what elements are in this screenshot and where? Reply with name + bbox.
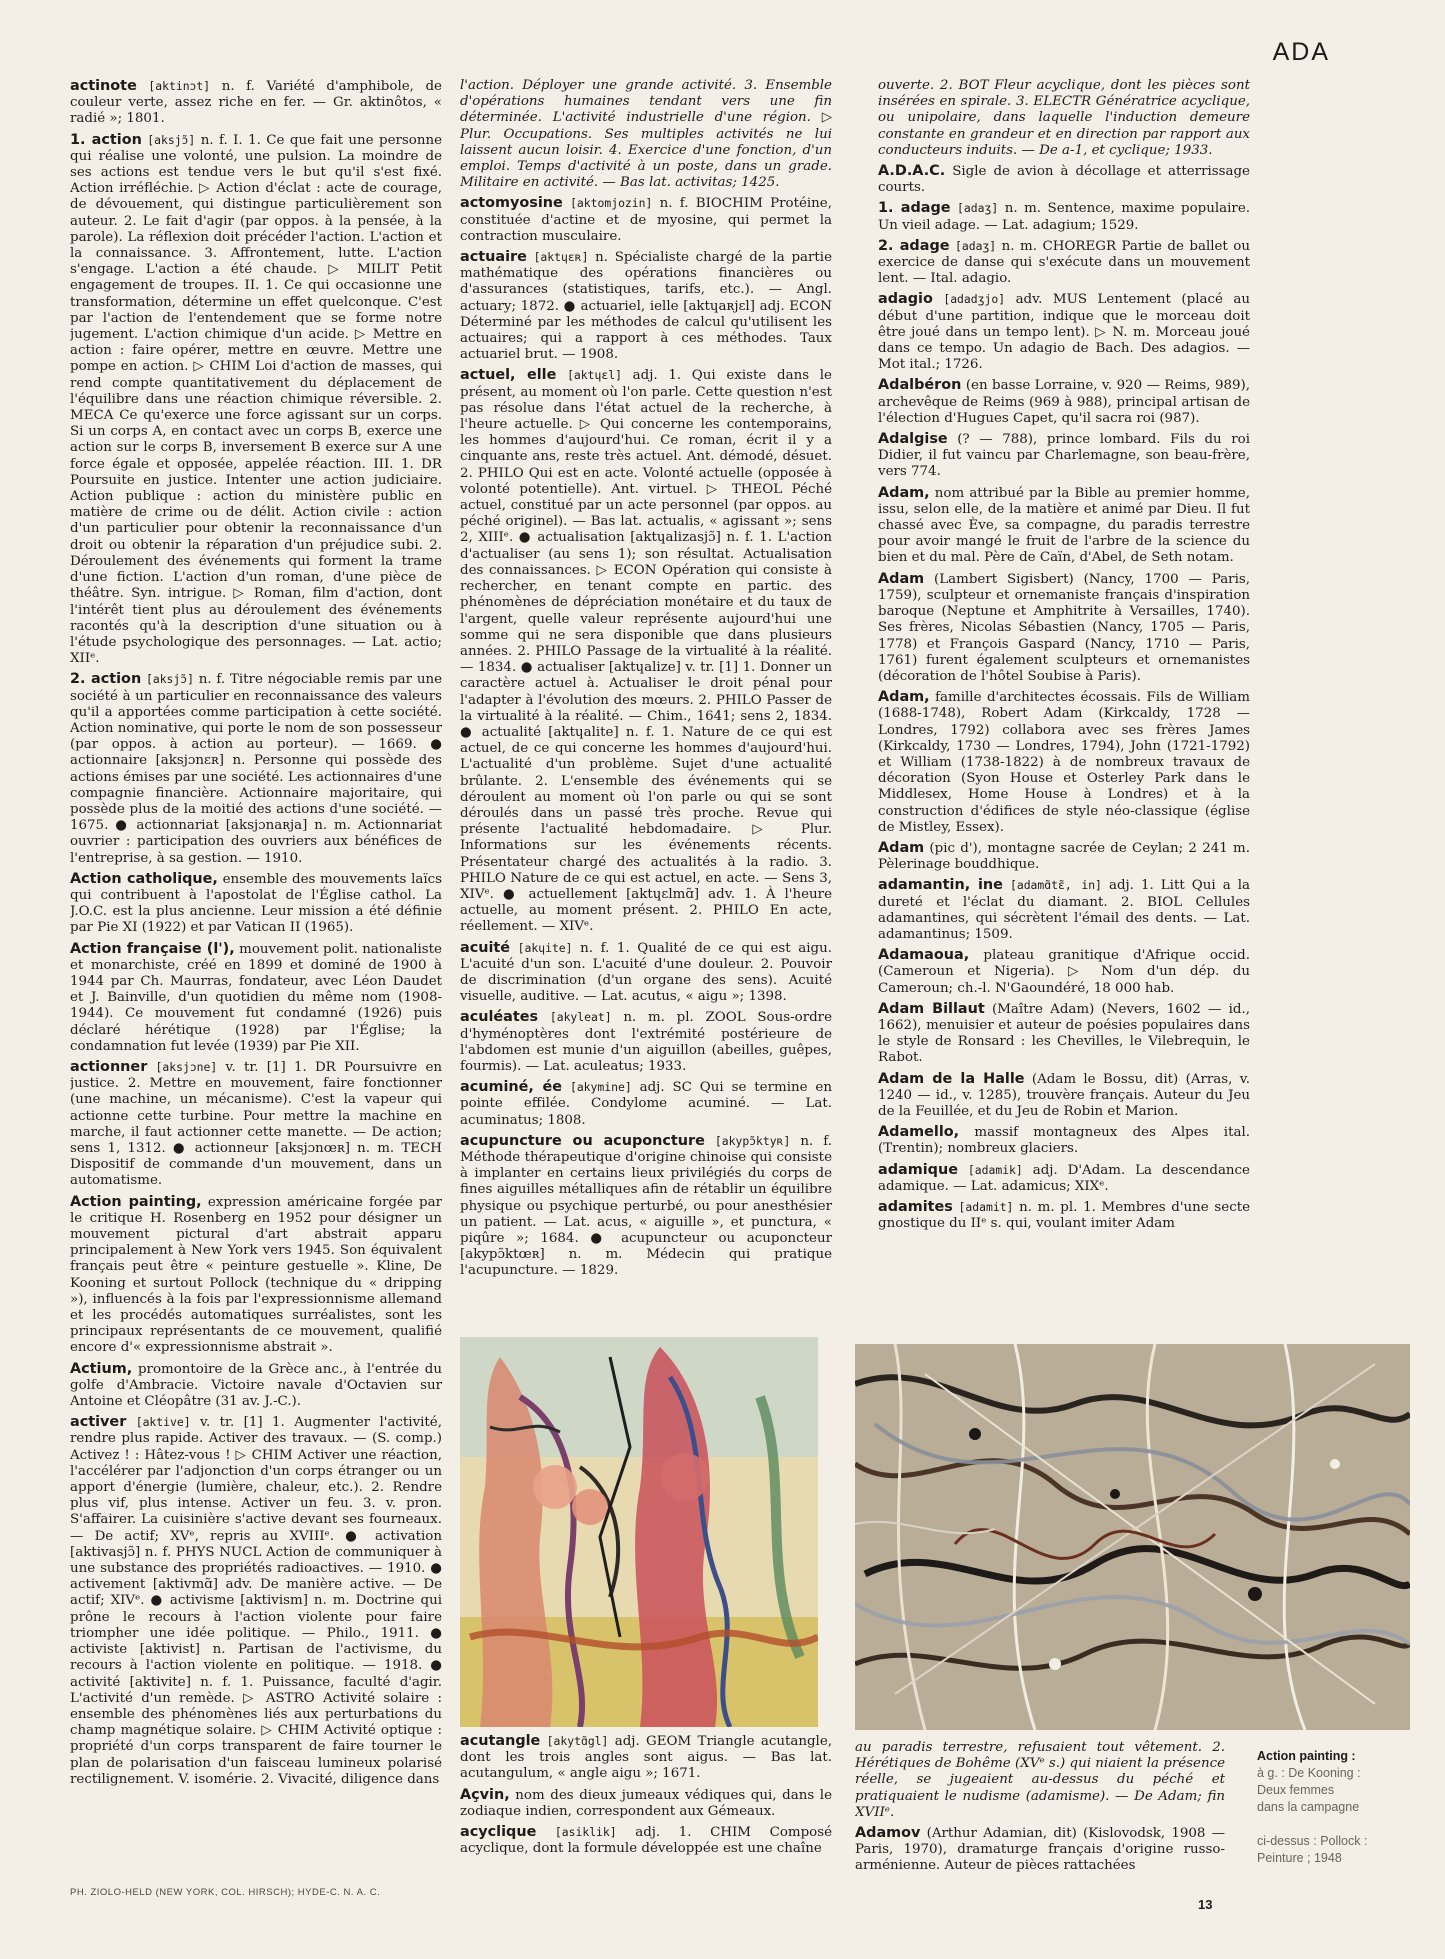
entry-pronunciation: [akymine] (569, 1080, 632, 1095)
entry-pronunciation: [aksjɔ̃] (147, 132, 196, 147)
entry-headword: Adamello, (878, 1124, 960, 1141)
entry-definition: n. Spécialiste chargé de la partie mathématique des opérations financières ou d'assurances (statistiques, tarifs, etc.). — Angl. actuary; 1872. ● actuariel, ielle [aktɥaʀjɛl] adj. ECON Déterminé par les méthodes de calcul qu'utilisent les actuaires; qui a rapport à ces méthodes. Taux actuariel brut. — 1908. (460, 250, 832, 363)
column-3 (878, 78, 1250, 1323)
dictionary-entry (460, 249, 832, 363)
dictionary-entry (878, 485, 1250, 567)
entry-headword: adamites (878, 1199, 953, 1215)
column-2 (460, 78, 832, 1328)
entry-headword: Adam (878, 570, 925, 587)
photo-credit: PH. ZIOLO-HELD (NEW YORK, COL. HIRSCH); HYDE-C. N. A. C. (70, 1887, 381, 1898)
dictionary-entry (878, 238, 1250, 288)
entry-headword: activer (70, 1414, 127, 1431)
entry-pronunciation: [akɥite] (517, 940, 573, 955)
entry-definition: n. f. Titre négociable remis par une société à un particulier en reconnaissance des valeurs qu'il a apportées comme participation à cette société. Action nominative, qui porte le nom de son possesseur (par oppos. à action au porteur). — 1669. ● actionnaire [aksjɔnɛʀ] n. Personne qui possède des actions émises par une société. Les actionnaires d'une compagnie financière. Actionnaire majoritaire, qui possède plus de la moitié des actions d'une société. — 1675. ● actionnariat [aksjɔnaʀja] n. m. Actionnariat ouvrier : participation des ouvriers aux bénéfices de l'entreprise, à sa gestion. — 1910. (70, 672, 442, 866)
entry-definition: n. f. I. 1. Ce que fait une personne qui réalise une volonté, une pulsion. La moindre de ses actions est tendue vers le but qu'il s'est fixé. Action irréfléchie. ▷ Action d'éclat : acte de courage, de dévouement, qui distingue particulièrement son auteur. 2. Le fait d'agir (par oppos. à la pensée, à la parole). La réflexion doit précéder l'action. L'action et la connaissance. 3. Affrontement, lutte. L'action s'engage. L'action a été chaude. ▷ MILIT Petit engagement de troupes. II. 1. Ce qui occasionne une transformation, détermine un effet quelconque. C'est par l'action de l'entendement que se forme notre jugement. L'action chimique d'un acide. ▷ Mettre en action : faire opérer, mettre en œuvre. Mettre une pompe en action. ▷ CHIM Loi d'action de masses, qui rend compte quantitativement du déplacement de l'équilibre dans une réaction chimique réversible. 2. MECA Ce qu'exerce une force agissant sur un corps. Si un corps A, en contact avec un corps B, exerce une action sur le corps B, inversement B exerce sur A une force égale et opposée, appelée réaction. III. 1. DR Poursuite en justice. Intenter une action judiciaire. Action publique : action du ministère public en matière de crime ou de délit. Action civile : action d'un particulier pour obtenir la reconnaissance d'un droit ou obtenir la réparation d'un préjudice subi. 2. Déroulement des événements qui forment la trame d'une fiction. L'action d'un roman, d'une pièce de théâtre. Syn. intrigue. ▷ Roman, film d'action, dont l'intérêt tient plus au déroulement des événements racontés qu'à la description d'une situation ou à l'étude psychologique des personnages. — Lat. actio; XIIᵉ. (70, 132, 442, 667)
dictionary-entry (878, 291, 1250, 373)
entry-pronunciation: [aktɥɛʀ] (533, 250, 589, 265)
entry-definition: (? — 788), prince lombard. Fils du roi Didier, il fut vaincu par Charlemagne, son beau-frère, vers 774. (878, 432, 1250, 480)
entry-definition: mouvement polit. nationaliste et monarchiste, créé en 1899 et dominé de 1900 à 1944 par Ch. Maurras, fondateur, avec Léon Daudet et J. Bainville, d'un quotidien du même nom (1908-1944). Ce mouvement fut condamné (1926) puis déclaré hérétique (1928) par l'Église; la condamnation fut levée (1939) par Pie XII. (70, 941, 442, 1054)
entry-headword: 2. action (70, 671, 142, 688)
entry-headword: Adam Billaut (878, 1000, 985, 1017)
dictionary-entry (878, 200, 1250, 233)
dictionary-entry (878, 689, 1250, 836)
dictionary-entry (878, 571, 1250, 685)
entry-definition: adj. 1. Litt Qui a la dureté et l'éclat du diamant. 2. BIOL Cellules adamantines, qui sécrètent l'émail des dents. — Lat. adamantinus; 1509. (878, 878, 1250, 942)
entry-definition: n. f. 1. Qualité de ce qui est aigu. L'acuité d'un son. L'acuité d'une douleur. 2. Pouvoir de discrimination (d'un organe des sens). Acuité visuelle, auditive. — Lat. acutus, « aigu »; 1398. (460, 940, 832, 1005)
entry-headword: Adalgise (878, 431, 948, 448)
dictionary-entry (878, 877, 1250, 943)
entry-headword: acyclique (460, 1824, 537, 1841)
entry-definition: n. f. BIOCHIM Protéine, constituée d'actine et de myosine, qui permet la contraction musculaire. (460, 196, 832, 244)
dictionary-entry (878, 1199, 1250, 1232)
entry-pronunciation: [aktɥɛl] (567, 368, 622, 383)
entry-headword: adamantin, ine (878, 877, 1003, 894)
entry-pronunciation: [aktinɔt] (148, 79, 211, 93)
entry-headword: Açvin, (460, 1786, 510, 1803)
entry-headword: acuminé, ée (460, 1079, 563, 1096)
entry-headword: Adam de la Halle (878, 1070, 1025, 1087)
dictionary-entry (878, 377, 1250, 427)
entry-headword: aculéates (460, 1009, 539, 1026)
entry-definition: n. m. CHOREGR Partie de ballet ou exercice de danse qui s'exécute dans un mouvement lent. — Ital. adagio. (878, 238, 1250, 287)
running-header: ADA (1272, 38, 1330, 66)
dictionary-entry (460, 367, 832, 935)
painting-drip-svg (855, 1344, 1410, 1730)
entry-headword: 1. adage (878, 200, 951, 217)
entry-headword: adamique (878, 1161, 958, 1178)
dictionary-entry (460, 1079, 832, 1129)
entry-headword: acutangle (460, 1733, 541, 1749)
entry-pronunciation: [adaʒ] (955, 238, 997, 253)
painting-figures-svg (460, 1337, 818, 1727)
entry-headword: Actium, (70, 1360, 133, 1377)
page-number: 13 (1198, 1897, 1213, 1912)
below-image-text-col3 (855, 1740, 1225, 1875)
dictionary-entry (878, 431, 1250, 481)
dictionary-entry (878, 1071, 1250, 1121)
entry-definition: (Adam le Bossu, dit) (Arras, v. 1240 — id., v. 1285), trouvère français. Auteur du Jeu de la Feuillée, et du Jeu de Robin et Marion. (878, 1071, 1250, 1119)
dictionary-entry (460, 78, 832, 191)
entry-headword: 2. adage (878, 237, 950, 254)
entry-pronunciation: [akypɔ̃ktyʀ] (714, 1133, 791, 1148)
entry-pronunciation: [aktomjozin] (570, 196, 653, 211)
entry-definition: adj. 1. Qui existe dans le présent, au moment où l'on parle. Cette question n'est pas résolue dans l'état actuel de la recherche, à l'heure actuelle. ▷ Qui concerne les contemporains, les hommes d'aujourd'hui. Ce roman, écrit il y a cinquante ans, reste très actuel. Ant. démodé, désuet. 2. PHILO Qui est en acte. Volonté actuelle (opposée à volonté potentielle). Ant. virtuel. ▷ THEOL Péché actuel, constitué par un acte personnel (par oppos. au péché originel). — Bas lat. actualis, « agissant »; sens 2, XIIIᵉ. ● actualisation [aktɥalizasjɔ̃] n. f. 1. L'action d'actualiser (au sens 1); son résultat. Actualisation des connaissances. ▷ ECON Opération qui consiste à rechercher, en tenant compte en partic. des phénomènes de dépréciation monétaire et du taux de l'argent, quelle valeur représente aujourd'hui une somme qui ne sera disponible que dans plusieurs années. 2. PHILO Passage de la virtualité à la réalité. — 1834. ● actualiser [aktɥalize] v. tr. [1] 1. Donner un caractère actuel à. Actualiser le droit pénal pour l'adapter à l'évolution des mœurs. 2. PHILO Passer de la virtualité à la réalité. — Chim., 1641; sens 2, 1834. ● actualité [aktɥalite] n. f. 1. Nature de ce qui est actuel, de ce qui concerne les hommes d'aujourd'hui. L'actualité d'un problème. Sujet d'une actualité brûlante. 2. L'ensemble des événements qui se déroulent au moment où l'on parle ou qui se sont déroulés dans un passé très proche. Revue qui présente l'actualité hebdomadaire. ▷ Plur. Informations sur les événements récents. Présentateur chargé des actualités à la radio. 3. PHILO Nature de ce qui est actuel, en acte. — Sens 3, XIVᵉ. ● actuellement [aktɥɛlmɑ̃] adv. 1. À l'heure actuelle, au moment présent. 2. PHILO En acte, réellement. — XIVᵉ. (460, 368, 832, 935)
dictionary-entry (460, 1787, 832, 1820)
entry-headword: acuité (460, 939, 511, 956)
dictionary-entry (878, 1001, 1250, 1067)
entry-headword: Adam, (878, 484, 930, 501)
entry-headword: Adam (878, 839, 925, 856)
dictionary-entry (855, 1740, 1225, 1821)
entry-pronunciation: [aksjɔne] (155, 1059, 218, 1074)
entry-headword: Adam, (878, 689, 930, 706)
entry-definition: au paradis terrestre, refusaient tout vêtement. 2. Hérétiques de Bohême (XVᵉ s.) qui niaient la présence réelle, se jugeaient au-dessus du péché et pratiquaient le nudisme (adamisme). — De Adam; fin XVIIᵉ. (855, 1740, 1225, 1820)
entry-headword: A.D.A.C. (878, 163, 946, 180)
dictionary-entry (70, 1194, 442, 1357)
dictionary-entry (460, 1009, 832, 1075)
entry-definition: l'action. Déployer une grande activité. 3. Ensemble d'opérations humaines tendant vers une fin déterminée. L'activité industrielle d'une région. ▷ Plur. Occupations. Ses multiples activités ne lui laissent aucun loisir. 4. Exercice d'une fonction, d'un emploi. Temps d'activité à un poste, dans un grade. Militaire en activité. — Bas lat. activitas; 1425. (460, 78, 832, 191)
entry-headword: actinote (70, 78, 137, 94)
caption-line: ci-dessus : Pollock : (1257, 1834, 1368, 1848)
entry-headword: acupuncture ou acuponcture (460, 1132, 705, 1149)
entry-pronunciation: [adamik] (967, 1162, 1023, 1177)
dictionary-entry (70, 1361, 442, 1411)
entry-headword: actuel, elle (460, 367, 557, 384)
entry-definition: n. f. Variété d'amphibole, de couleur verte, assez riche en fer. — Gr. aktinôtos, « radié »; 1801. (70, 79, 442, 127)
entry-definition: massif montagneux des Alpes ital. (Trentin); nombreux glaciers. (878, 1125, 1250, 1157)
entry-definition: n. f. Méthode thérapeutique d'origine chinoise qui consiste à implanter en certains lieux privilégiés du corps de fines aiguilles métalliques afin de rétablir un équilibre physique ou psychique perturbé, ou pour anesthésier un patient. — Lat. acus, « aiguille », et punctura, « piqûre »; 1684. ● acupuncteur ou acuponcteur [akypɔ̃ktœʀ] n. m. Médecin qui pratique l'acupuncture. — 1829. (460, 1133, 832, 1279)
entry-definition: n. m. pl. 1. Membres d'une secte gnostique du IIᵉ s. qui, voulant imiter Adam (878, 1200, 1250, 1232)
dictionary-entry (460, 940, 832, 1006)
entry-headword: Action catholique, (70, 870, 218, 887)
entry-definition: ouverte. 2. BOT Fleur acyclique, dont les pièces sont insérées en spirale. 3. ELECTR Génératrice acyclique, ou unipolaire, dans laquelle l'induction demeure constante en grandeur et en direction par rapport aux conducteurs induits. — De a-1, et cyclique; 1933. (878, 78, 1250, 158)
dictionary-entry (460, 195, 832, 245)
entry-definition: n. m. Sentence, maxime populaire. Un vieil adage. — Lat. adagium; 1529. (878, 201, 1250, 233)
entry-headword: actomyosine (460, 195, 563, 212)
caption-title: Action painting : (1257, 1749, 1356, 1763)
dictionary-entry (878, 1162, 1250, 1195)
dictionary-entry (878, 163, 1250, 196)
dictionary-entry (878, 840, 1250, 873)
entry-definition: expression américaine forgée par le critique H. Rosenberg en 1952 pour désigner un mouvement pictural d'art abstrait apparu principalement à New York vers 1945. Son équivalent français peut être « peinture gestuelle ». Kline, De Kooning et surtout Pollock (technique du « dripping »), influencés à la fois par l'expressionnisme allemand et les procédés automatiques surréalistes, sont les principaux représentants de ce mouvement, qualifié encore d'« expressionnisme abstrait ». (70, 1194, 442, 1356)
below-image-text-col2 (460, 1733, 832, 1873)
entry-definition: adj. SC Qui se termine en pointe effilée. Condylome acuminé. — Lat. acuminatus; 1808. (460, 1080, 832, 1128)
entry-definition: adj. 1. CHIM Composé acyclique, dont la formule développée est une chaîne (460, 1825, 832, 1857)
entry-headword: actionner (70, 1058, 148, 1075)
de-kooning-painting-image (460, 1337, 818, 1727)
entry-headword: adagio (878, 291, 933, 308)
entry-pronunciation: [asiklik] (554, 1825, 617, 1840)
caption-line: Peinture ; 1948 (1257, 1851, 1342, 1865)
entry-pronunciation: [adamit] (958, 1200, 1014, 1214)
entry-definition: (Lambert Sigisbert) (Nancy, 1700 — Paris, 1759), sculpteur et ornemaniste français d'inspiration baroque (Neptune et Amphitrite à Versailles, 1740). Ses frères, Nicolas Sébastien (Nancy, 1705 — Paris, 1778) et François Gaspard (Nancy, 1710 — Paris, 1761) furent également sculpteurs et ornemanistes (décoration de l'hôtel Soubise à Paris). (878, 571, 1250, 684)
entry-definition: adj. D'Adam. La descendance adamique. — Lat. adamicus; XIXᵉ. (878, 1162, 1250, 1194)
entry-definition: nom des dieux jumeaux védiques qui, dans le zodiaque indien, correspondent aux Gémeaux. (460, 1787, 832, 1819)
entry-definition: famille d'architectes écossais. Fils de William (1688-1748), Robert Adam (Kirkcaldy, 1728 — Londres, 1792) collabora avec ses frères James (Kirkcaldy, 1730 — Londres, 1794), John (1721-1792) et William (1738-1822) à de nombreux travaux de décoration (Syon House et Osterley Park dans le Middlesex, Home House à Londres) et à la construction d'édifices de style néo-classique (église de Mistley, Essex). (878, 690, 1250, 835)
dictionary-entry (70, 1414, 442, 1788)
dictionary-entry (70, 132, 442, 668)
entry-headword: Adalbéron (878, 377, 962, 394)
dictionary-entry (878, 1124, 1250, 1157)
entry-definition: promontoire de la Grèce anc., à l'entrée du golfe d'Ambracie. Victoire navale d'Octavien sur Antoine et Cléopâtre (31 av. J.-C.). (70, 1361, 442, 1410)
entry-pronunciation: [adaʒ] (957, 201, 999, 216)
image-caption (1257, 1748, 1417, 1867)
dictionary-entry (855, 1825, 1225, 1875)
dictionary-entry (460, 1824, 832, 1857)
dictionary-entry (878, 78, 1250, 159)
entry-definition: (Maître Adam) (Nevers, 1602 — id., 1662), menuisier et auteur de poésies populaires dans le style de Ronsard : les Chevilles, le Vilebrequin, le Rabot. (878, 1001, 1250, 1066)
entry-headword: actuaire (460, 249, 527, 266)
dictionary-entry (70, 941, 442, 1055)
entry-pronunciation: [akytɑ̃gl] (546, 1734, 609, 1748)
entry-definition: (en basse Lorraine, v. 920 — Reims, 989), archevêque de Reims (969 à 988), principal artisan de l'élection d'Hugues Capet, qu'il sacra roi (987). (878, 378, 1250, 426)
caption-line: dans la campagne (1257, 1800, 1360, 1814)
dictionary-entry (70, 671, 442, 866)
dictionary-entry (460, 1733, 832, 1783)
pollock-painting-image (855, 1344, 1410, 1730)
entry-pronunciation: [adamɑ̃tɛ̃, in] (1009, 878, 1102, 893)
entry-definition: adj. GEOM Triangle acutangle, dont les trois angles sont aigus. — Bas lat. acutangulum, « angle aigu »; 1671. (460, 1734, 832, 1782)
dictionary-entry (70, 78, 442, 128)
entry-definition: nom attribué par la Bible au premier homme, issu, selon elle, de la matière et animé par Dieu. Il fut chassé avec Ève, sa compagne, du paradis terrestre pour avoir mangé le fruit de l'arbre de la science du bien et du mal. Père de Caïn, d'Abel, de Seth notam. (878, 485, 1250, 566)
entry-pronunciation: [akyleat] (549, 1010, 612, 1025)
entry-definition: plateau granitique d'Afrique occid. (Cameroun et Nigeria). ▷ Nom d'un dép. du Cameroun; ch.-l. N'Gaoundéré, 18 000 hab. (878, 948, 1250, 996)
entry-headword: Adamov (855, 1825, 921, 1842)
entry-pronunciation: [adadʒjo] (943, 292, 1006, 307)
dictionary-entry (460, 1133, 832, 1280)
entry-definition: adv. MUS Lentement (placé au début d'une partition, indique que le morceau doit être joué dans un tempo lent). ▷ N. m. Morceau joué dans ce tempo. Un adagio de Bach. Des adagios. — Mot ital.; 1726. (878, 292, 1250, 373)
entry-definition: ensemble des mouvements laïcs qui contribuent à l'apostolat de l'Église cathol. La J.O.C. est la plus ancienne. Leur mission a été définie par Pie XI (1922) et par Vatican II (1965). (70, 871, 442, 936)
entry-headword: Action française (l'), (70, 940, 235, 957)
caption-line: à g. : De Kooning : (1257, 1766, 1361, 1780)
entry-headword: Adamaoua, (878, 947, 970, 964)
entry-pronunciation: [aktive] (135, 1415, 191, 1430)
entry-pronunciation: [aksjɔ̃] (145, 672, 194, 687)
caption-line: Deux femmes (1257, 1783, 1335, 1797)
entry-definition: v. tr. [1] 1. DR Poursuivre en justice. 2. Mettre en mouvement, faire fonctionner (une machine, un mécanisme). C'est la vapeur qui actionne cette turbine. Pour mettre la machine en marche, il faut actionner cette manette. — De action; sens 1, 1312. ● actionneur [aksjɔnœʀ] n. m. TECH Dispositif de commande d'un mouvement, dans un automatisme. (70, 1059, 442, 1189)
entry-headword: 1. action (70, 131, 142, 148)
column-1 (70, 78, 442, 1868)
entry-headword: Action painting, (70, 1193, 202, 1210)
dictionary-entry (70, 1059, 442, 1190)
entry-definition: (Arthur Adamian, dit) (Kislovodsk, 1908 — Paris, 1970), dramaturge français d'origine russo-arménienne. Auteur de pièces rattachées (855, 1826, 1225, 1874)
entry-definition: n. m. pl. ZOOL Sous-ordre d'hyménoptères dont l'extrémité postérieure de l'abdomen est munie d'un aiguillon (abeilles, guêpes, fourmis). — Lat. aculeatus; 1933. (460, 1010, 832, 1074)
entry-definition: v. tr. [1] 1. Augmenter l'activité, rendre plus rapide. Activer des travaux. — (S. comp.) Activez ! : Hâtez-vous ! ▷ CHIM Activer une réaction, l'accélérer par l'adjonction d'un corps étranger ou un apport d'énergie (lumière, chaleur, etc.). 2. Rendre plus vif, plus intense. Activer un feu. 3. v. pron. S'affairer. La cuisinière s'active devant ses fourneaux. — De actif; XVᵉ, repris au XVIIIᵉ. ● activation [aktivasjɔ̃] n. f. PHYS NUCL Action de communiquer à une substance des propriétés radioactives. — 1910. ● activement [aktivmɑ̃] adv. De manière active. — De actif; XIVᵉ. ● activisme [aktivism] n. m. Doctrine qui prône le recours à l'action violente pour faire triompher une idée politique. — Philo., 1911. ● activiste [aktivist] n. Partisan de l'activisme, du recours à l'action violente en politique. — 1918. ● activité [aktivite] n. f. 1. Puissance, faculté d'agir. L'activité d'un remède. ▷ ASTRO Activité solaire : ensemble des phénomènes liés aux perturbations du champ magnétique solaire. ▷ CHIM Activité optique : propriété d'un corps transparent de faire tourner le plan de polarisation d'un faisceau lumineux polarisé rectilignement. V. isomérie. 2. Vivacité, diligence dans (70, 1415, 442, 1787)
entry-definition: (pic d'), montagne sacrée de Ceylan; 2 241 m. Pèlerinage bouddhique. (878, 840, 1250, 873)
entry-definition: Sigle de avion à décollage et atterrissage courts. (878, 164, 1250, 196)
dictionary-entry (70, 871, 442, 937)
dictionary-entry (878, 947, 1250, 997)
